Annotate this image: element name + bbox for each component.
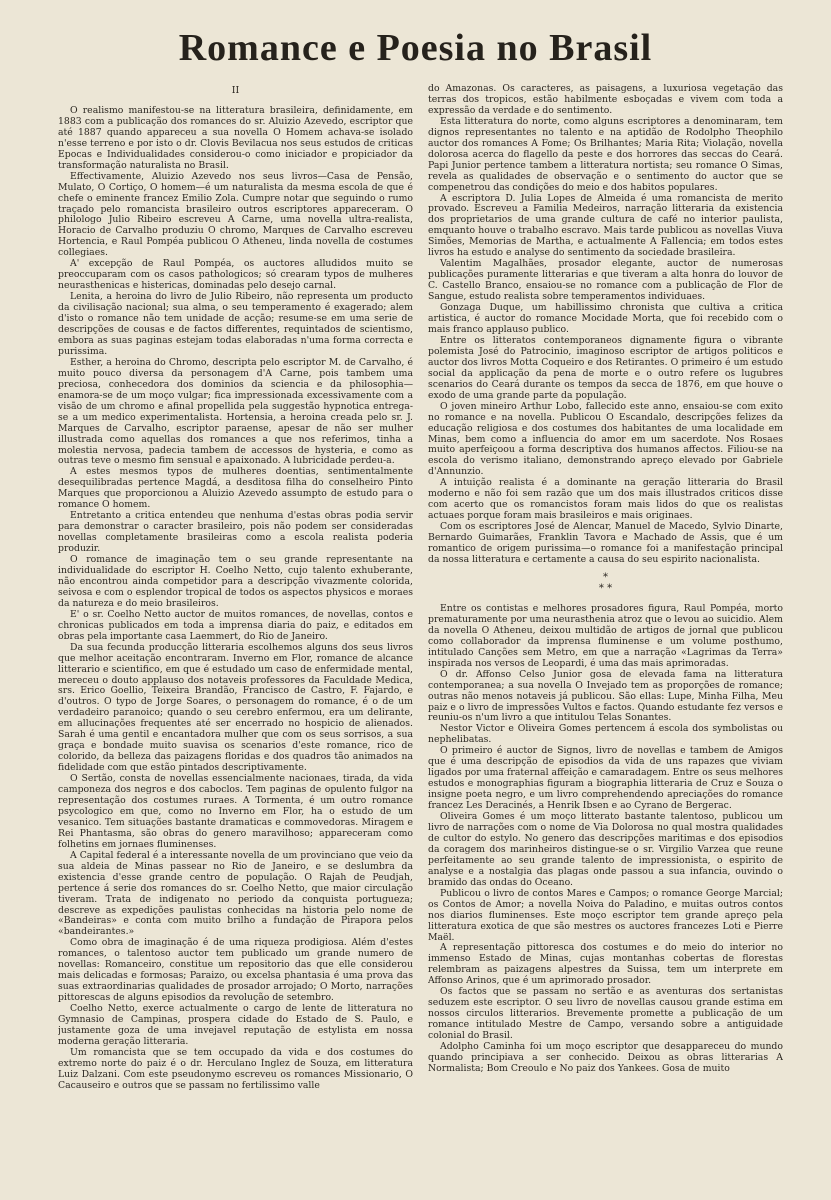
paragraph: A Capital federal é a interessante novella de um provinciano que veio da sua aldeia de Minas passear no Rio de Janeiro, e se deslumbra da existencia d'esse grande centro de população. O Rajah de Peudjah, pertence á serie dos romances do sr. Coelho Netto, que maior circulação tiveram. Trata de indigenato no periodo da conquista portugueza; descreve as expedições paulistas conhecidas na historia pelo nome de «Bandeiras» e conta com muito brilho a fundação de Pirapora pelos «bandeirantes.»	[58, 849, 413, 938]
right-column	[428, 84, 783, 1194]
paragraph: do Amazonas. Os caracteres, as paisagens, a luxuriosa vegetação das terras dos tropicos, estão habilmente esboçadas e vivem com toda a expressão da verdade e do sentimento.	[428, 84, 783, 116]
paragraph: Oliveira Gomes é um moço litterato bastante talentoso, publicou um livro de narrações com o nome de Via Dolorosa no qual mostra qualidades de cultor do estylo. No genero das descripções maritimas e dos episodios da coragem dos marinheiros distingue-se o sr. Virgilio Varzea que reune perfeitamente ao seu grande talento de impressionista, o espirito de analyse e a nostalgia das plagas onde passou a sua infancia, ouvindo o bramido das ondas do Oceano.	[428, 811, 783, 888]
paragraph: Coelho Netto, exerce actualmente o cargo de lente de litteratura no Gymnasio de Campinas, prospera cidade do Estado de S. Paulo, e justamente goza de uma invejavel reputação de estylista em nossa moderna geração litteraria.	[58, 1003, 413, 1047]
paragraph: Lenita, a heroina do livro de Julio Ribeiro, não representa um producto da civilisação nacional; sua alma, o seu temperamento é exagerado; alem d'isto o romance não tem unidade de acção; resume-se em uma serie de descripções de cousas e de factos differentes, requintados de scientismo, embora as suas paginas estejam todas elaboradas n'uma forma correcta e purissima.	[58, 291, 413, 357]
paragraph: Da sua fecunda producção litteraria escolhemos alguns dos seus livros que melhor aceitação encontraram. Inverno em Flor, romance de alcance litterario e scientifico, em que é estudado um caso de enfermidade mental, mereceu o douto applauso dos notaveis professores da Faculdade Medica, srs. Erico Goellio, Teixeira Brandão, Francisco de Castro, F. Fajardo, e d'outros. O typo de Jorge Soares, o personagem do romance, é o de um verdadeiro paranoico; quando o seu cerebro enfermou, era um delirante, em allucinações frequentes até ser encerrado no hospicio de alienados. Sarah é uma gentil e encantadora mulher que com os seus sorrisos, a sua graça e bondade muito suavisa os scenarios d'este romance, rico de colorido, da belleza das paizagens floridas e dos quadros tão animados na fidelidade com que estão pintados descriptivamente.	[58, 641, 413, 774]
section-number: II	[231, 86, 240, 96]
paragraph: Publicou o livro de contos Mares e Campos; o romance George Marcial; os Contos de Amor; a novella Noiva do Paladino, e muitas outros contos nos diarios fluminenses. Este moço escriptor tem grande apreço pela litteratura exotica de que são mestres os auctores francezes Loti e Pierre Maël.	[428, 887, 783, 943]
paragraph: A estes mesmos typos de mulheres doentias, sentimentalmente desequilibradas pertence Magdá, a desditosa filha do conselheiro Pinto Marques que proporcionou a Aluizio Azevedo assumpto de estudo para o romance O homem.	[58, 466, 413, 511]
paragraph: Entre os contistas e melhores prosadores figura, Raul Pompéa, morto prematuramente por uma neurasthenia atroz que o levou ao suicidio. Alem da novella O Atheneu, deixou multidão de artigos de jornal que publicou como collaborador da imprensa fluminense e um volume posthumo, intitulado Canções sem Metro, em que a narração «Lagrimas da Terra» inspirada nos versos de Leopardi, é uma das mais aprimoradas.	[428, 602, 783, 669]
paragraph: A representação pittoresca dos costumes e do meio do interior no immenso Estado de Minas, cujas montanhas cobertas de florestas relembram as paizagens alpestres da Suissa, tem um interprete em Affonso Arinos, que é um aprimorado prosador.	[428, 942, 783, 987]
paragraph: Effectivamente, Aluizio Azevedo nos seus livros—Casa de Pensão, Mulato, O Cortiço, O homem—é um naturalista da mesma escola de que é chefe o eminente francez Emilio Zola. Cumpre notar que seguindo o rumo traçado pelo romancista brasileiro outros escriptores appareceram. O philologo Julio Ribeiro escreveu A Carne, uma novella ultra-realista, Horacio de Carvalho produziu O chromo, Marques de Carvalho escreveu Hortencia, e Raul Pompéa publicou O Atheneu, linda novella de costumes collegiaes.	[58, 170, 413, 259]
paragraph: A' excepção de Raul Pompéa, os auctores alludidos muito se preoccuparam com os casos pathologicos; só crearam typos de mulheres neurasthenicas e histericas, dominadas pelo desejo carnal.	[58, 258, 413, 292]
paragraph: Com os escriptores José de Alencar, Manuel de Macedo, Sylvio Dinarte, Bernardo Guimarães, Franklin Tavora e Machado de Assis, que é um romantico de origem purissima—o romance foi a manifestação principal da nossa litteratura e certamente a causa do seu espirito nacionalista.	[428, 521, 783, 565]
paragraph: Como obra de imaginação é de uma riqueza prodigiosa. Além d'estes romances, o talentoso auctor tem publicado um grande numero de novellas: Romanceiro, constitue um repositorio das que elle considerou mais delicadas e formosas; Paraizo, ou excelsa phantasia é uma prova das suas extraordinarias qualidades de prosador arrojado; O Morto, narrações pittorescas de alguns episodios da revolução de setembro.	[58, 937, 413, 1004]
paragraph: Esther, a heroina do Chromo, descripta pelo escriptor M. de Carvalho, é muito pouco diversa da personagem d'A Carne, pois tambem uma preciosa, conhecedora dos dominios da sciencia e da philosophia—enamora-se de um moço vulgar; fica impressionada excessivamente com a visão de um chromo e afinal propellida pela suggestão hypnotica entrega-se a um medico experimentalista. Hortensia, a heroina creada pelo sr. J. Marques de Carvalho, escriptor paraense, apesar de não ser mulher illustrada como aquellas dos romances a que nos referimos, tinha a molestia nervosa, padecia tambem de accessos de hysteria, e como as outras teve o mesmo fim sensual e apaixonado. A lubricidade perdeu-a.	[58, 356, 413, 467]
paragraph: Gonzaga Duque, um habillissimo chronista que cultiva a critica artistica, é auctor do romance Mocidade Morta, que foi recebido com o mais franco applauso publico.	[428, 302, 783, 335]
paragraph: O realismo manifestou-se na litteratura brasileira, definidamente, em 1883 com a publicação dos romances do sr. Aluizio Azevedo, escriptor que até 1887 quando appareceu a sua novella O Homem achava-se isolado n'esse terreno e por isto o dr. Clovis Bevilacua nos seus estudos de criticas Epocas e Individualidades considerou-o como iniciador e propiciador da transformação naturalista no Brasil.	[58, 104, 413, 171]
left-column	[58, 86, 413, 1196]
separator-stars: * *	[598, 582, 613, 594]
page-title: Romance e Poesia no Brasil	[178, 27, 653, 69]
paragraph: E' o sr. Coelho Netto auctor de muitos romances, de novellas, contos e chronicas publicados em toda a imprensa diaria do paiz, e editados em obras pela importante casa Laemmert, do Rio de Janeiro.	[58, 608, 413, 642]
paragraph: Nestor Victor e Oliveira Gomes pertencem á escola dos symbolistas ou nephelibatas.	[428, 723, 783, 746]
paragraph: Um romancista que se tem occupado da vida e dos costumes do extremo norte do paiz é o dr. Herculano Inglez de Souza, em litteratura Luiz Dalzani. Com este pseudonymo escreveu os romances Missionario, O Cacauseiro e outros que se passam no fertilissimo valle	[58, 1046, 413, 1091]
paragraph: O Sertão, consta de novellas essencialmente nacionaes, tirada, da vida camponeza dos negros e dos caboclos. Tem paginas de opulento fulgor na representação dos costumes ruraes. A Tormenta, é um outro romance psycologico em que, como no Inverno em Flor, ha o estudo de um vesanico. Tem situações bastante dramaticas e commovedoras. Miragem e Rei Phantasma, são obras do genero maravilhoso; appareceram como folhetins em jornaes fluminenses.	[58, 773, 413, 850]
paragraph: Adolpho Caminha foi um moço escriptor que desappareceu do mundo quando principiava a ser conhecido. Deixou as obras litterarias A Normalista; Bom Creoulo e No paiz dos Yankees. Gosa de muito	[428, 1041, 783, 1074]
section-separator	[428, 572, 783, 594]
paragraph: Entretanto a critica entendeu que nenhuma d'estas obras podia servir para demonstrar o caracter brasileiro, pois não podem ser consideradas novellas completamente brasileiras como a escola realista poderia produzir.	[58, 510, 413, 555]
paragraph: Valentim Magalhães, prosador elegante, auctor de numerosas publicações puramente litterarias e que tiveram a alta honra do louvor de C. Castello Branco, ensaiou-se no romance com a publicação de Flor de Sangue, estudo realista sobre temperamentos individuaes.	[428, 258, 783, 303]
paragraph: Entre os litteratos contemporaneos dignamente figura o vibrante polemista José do Patrocinio, imaginoso escriptor de artigos politicos e auctor dos livros Motta Coqueiro e dos Retirantes. O primeiro é um estudo social da applicação da pena de morte e o outro refere os lugubres scenarios do Ceará durante os tempos da secca de 1876, em que houve o exodo de uma grande parte da população.	[428, 334, 783, 401]
paragraph: Os factos que se passam no sertão e as aventuras dos sertanistas seduzem este escriptor. O seu livro de novellas causou grande estima em nossos circulos litterarios. Brevemente promette a publicação de um romance intitulado Mestre de Campo, versando sobre a antiguidade colonial do Brasil.	[428, 986, 783, 1042]
paragraph: Esta litteratura do norte, como alguns escriptores a denominaram, tem dignos representantes no talento e na aptidão de Rodolpho Theophilo auctor dos romances A Fome; Os Brilhantes; Maria Rita; Violação, novella dolorosa acerca do flagello da peste e dos horrores das seccas do Ceará. Papi Junior pertence tambem a litteratura nortista; seu romance O Simas, revela as qualidades de observação e o sentimento do auctor que se compenetrou das condições do meio e dos habitos populares.	[428, 115, 783, 193]
paragraph: O primeiro é auctor de Signos, livro de novellas e tambem de Amigos que é uma descripção de episodios da vida de uns rapazes que viviam ligados por uma fraternal affeição e camaradagem. Entre os seus melhores estudos e monographias figuram a biographia litteraria de Cruz e Souza o insigne poeta negro, e um livro comprehendendo apreciações do romance francez Les Deracinés, a Henrik Ibsen e ao Cyrano de Bergerac.	[428, 745, 783, 812]
paragraph: O romance de imaginação tem o seu grande representante na individualidade do escriptor H. Coelho Netto, cujo talento exhuberante, não encontrou ainda competidor para a descripção vivazmente colorida, seivosa e com o esplendor tropical de todos os aspectos physicos e moraes da natureza e do meio brasileiros.	[58, 554, 413, 609]
paragraph: A escriptora D. Julia Lopes de Almeida é uma romancista de merito provado. Escreveu a Familia Medeiros, narração litteraria da existencia dos proprietarios de uma grande cultura de café no interior paulista, emquanto houve o trabalho escravo. Mais tarde publicou as novellas Viuva Simões, Memorias de Martha, e actualmente A Fallencia; em todos estes livros ha estudo e analyse do sentimento da sociedade brasileira.	[428, 192, 783, 259]
paragraph: O dr. Affonso Celso Junior gosa de elevada fama na litteratura contemporanea; a sua novella O Invejado tem as proporções de romance; outras não menos notaveis já publicou. São ellas: Lupe, Minha Filha, Meu paiz e o livro de impressões Vultos e factos. Quando estudante fez versos e reuniu-os n'um livro a que intitulou Telas Sonantes.	[428, 668, 783, 724]
paragraph: A intuição realista é a dominante na geração litteraria do Brasil moderno e não foi sem razão que um dos mais illustrados criticos disse com acerto que os romancistos foram mais lidos do que os realistas actuaes porque foram mais brasileiros e mais originaes.	[428, 477, 783, 522]
separator-star: *	[603, 571, 608, 583]
paragraph: O joven mineiro Arthur Lobo, fallecido este anno, ensaiou-se com exito no romance e na novella. Publicou O Escandalo, descripções felizes da educação religiosa e dos costumes dos habitantes de uma localidade em Minas, bem como a influencia do amor em um sacerdote. Nos Rosaes muito aperfeiçoou a forma descriptiva dos humanos affectos. Filiou-se na escola do verismo italiano, demonstrando apreço elevado por Gabriele d'Annunzio.	[428, 400, 783, 478]
